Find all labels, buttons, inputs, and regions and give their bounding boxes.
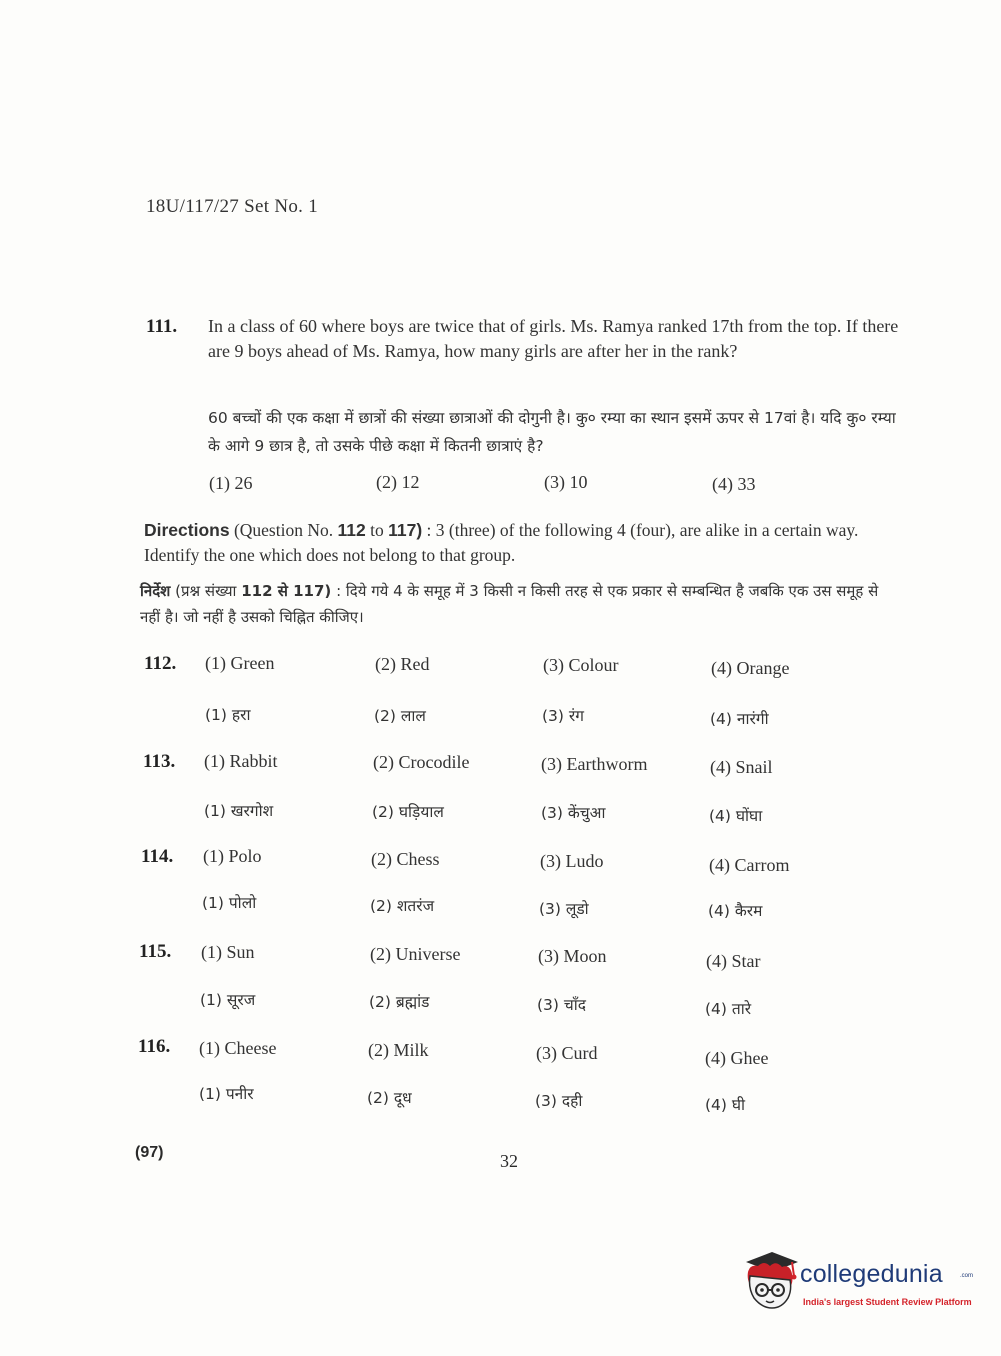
option-en: (4) Star [706,951,761,971]
option-en: (2) Crocodile [373,752,470,772]
option-3: (3) 10 [544,472,588,492]
option-hi: (1) पोलो [202,894,257,912]
option-en: (2) Red [375,654,430,674]
option-hi: (3) दही [535,1092,583,1110]
directions-english [144,518,904,568]
option-en: (2) Universe [370,944,461,964]
option-en: (1) Rabbit [204,751,278,771]
footer-code: (97) [135,1144,164,1161]
option-hi: (4) कैरम [708,902,763,920]
option-1: (1) 26 [209,473,253,493]
directions-hindi-range: 112 से 117) [241,582,332,600]
directions-hindi-prefix: (प्रश्न संख्या [175,582,237,600]
option-en: (3) Colour [543,655,619,675]
option-en: (2) Chess [371,849,440,869]
option-en: (1) Polo [203,846,262,866]
option-en: (1) Cheese [199,1038,277,1058]
directions-text: : 3 (three) of the following 4 (four), are alike in a certain way. Identify the one which does not belong to that group. [144,520,859,565]
question-number: 114. [141,846,174,867]
mascot-icon [742,1250,802,1314]
option-en: (4) Carrom [709,855,790,875]
option-en: (4) Ghee [705,1048,769,1068]
option-hi: (2) दूध [367,1089,412,1107]
option-hi: (4) नारंगी [710,710,769,728]
option-hi: (1) हरा [205,706,251,724]
option-2: (2) 12 [376,472,420,492]
question-number: 113. [143,751,176,772]
option-en: (3) Earthworm [541,754,648,774]
option-en: (3) Moon [538,946,607,966]
directions-hindi-text: : दिये गये 4 के समूह में 3 किसी न किसी तरह से एक प्रकार से सम्बन्धित है जबकि एक उस समूह से नहीं है। जो नहीं है उसको चिह्नित कीजिए। [140,582,879,626]
option-en: (4) Snail [710,757,773,777]
page-number: 32 [500,1151,518,1171]
question-number: 111. [146,316,178,337]
directions-hindi [140,578,900,630]
directions-to: to [370,520,384,540]
option-en: (4) Orange [711,658,790,678]
question-number: 115. [139,941,172,962]
option-hi: (3) रंग [542,707,584,725]
logo-tagline: India's largest Student Review Platform [803,1297,972,1307]
option-hi: (1) खरगोश [204,802,274,820]
option-hi: (2) शतरंज [370,897,435,915]
option-4: (4) 33 [712,474,756,494]
option-hi: (3) चाँद [537,996,586,1014]
option-en: (1) Green [205,653,275,673]
option-hi: (3) केंचुआ [541,804,606,822]
option-hi: (3) लूडो [539,900,589,918]
logo-suffix: .com [960,1273,974,1279]
option-hi: (1) सूरज [200,991,256,1009]
option-en: (3) Ludo [540,851,604,871]
question-number: 112. [144,653,177,674]
option-en: (1) Sun [201,942,255,962]
option-hi: (1) पनीर [199,1085,254,1103]
option-en: (3) Curd [536,1043,598,1063]
directions-range-end: 117) [388,520,423,540]
question-text-english: In a class of 60 where boys are twice that of girls. Ms. Ramya ranked 17th from the top. If there are 9 boys ahead of Ms. Ramya, how many girls are after her in the rank? [208,316,899,361]
option-hi: (2) ब्रह्मांड [369,993,430,1011]
directions-hindi-label: निर्देश [140,582,171,600]
logo-wordmark: collegedunia [800,1260,943,1288]
option-en: (2) Milk [368,1040,429,1060]
question-number: 116. [138,1036,171,1057]
option-hi: (4) घी [705,1096,746,1114]
directions-label: Directions [144,520,230,540]
option-hi: (2) घड़ियाल [372,803,444,821]
option-hi: (4) घोंघा [709,807,763,825]
paper-code: 18U/117/27 Set No. 1 [146,196,319,217]
option-hi: (4) तारे [705,1000,752,1018]
directions-prefix: (Question No. [233,520,334,540]
option-hi: (2) लाल [374,707,426,725]
question-text-hindi: 60 बच्चों की एक कक्षा में छात्रों की संख्या छात्राओं की दोगुनी है। कु० रम्या का स्थान इसमें ऊपर से 17वां है। यदि कु० रम्या के आगे 9 छात्र है, तो उसके पीछे कक्षा में कितनी छात्राएं है? [208,409,896,455]
directions-range-start: 112 [337,520,366,540]
